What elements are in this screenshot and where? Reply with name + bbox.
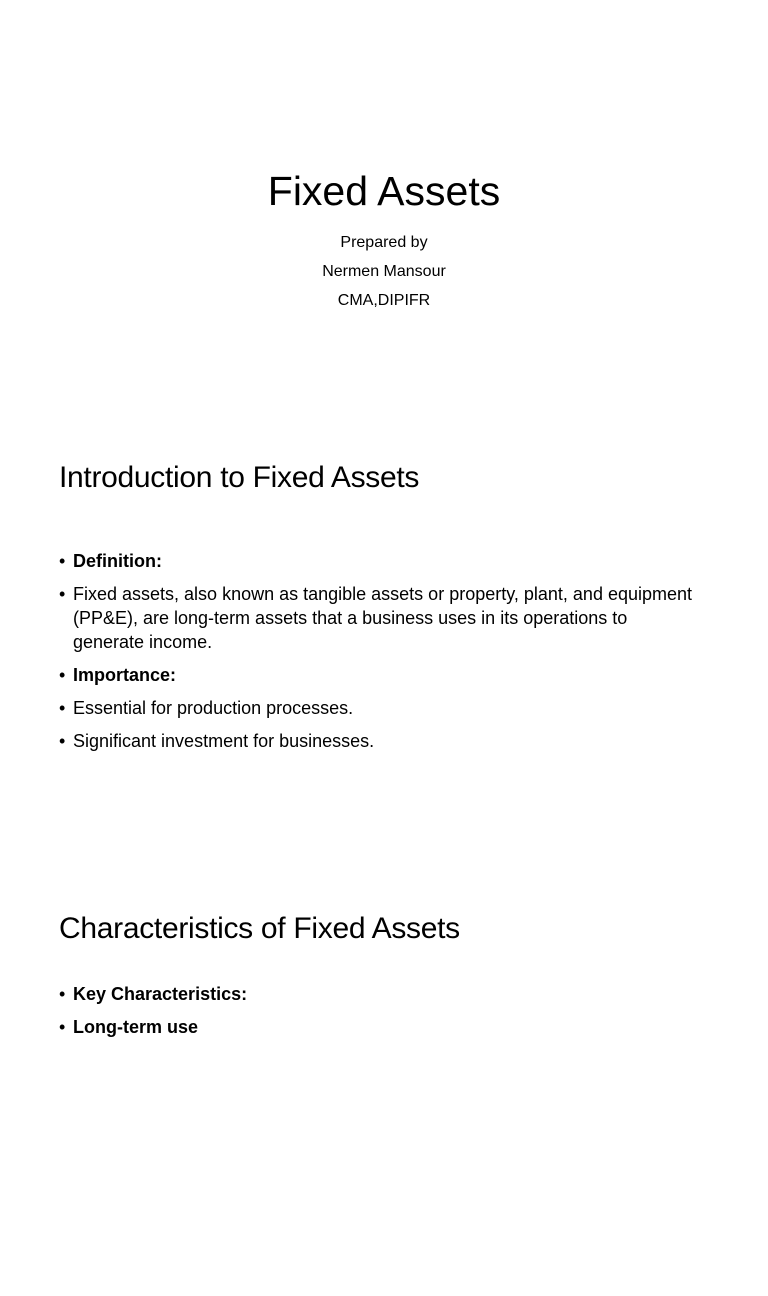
- bullet-icon: •: [59, 731, 66, 751]
- bullet-icon: •: [59, 551, 66, 571]
- subtitle-prepared-by: Prepared by: [340, 234, 428, 251]
- intro-heading: Introduction to Fixed Assets: [59, 461, 420, 494]
- subtitle-block: [0, 228, 768, 315]
- bullet-icon: •: [59, 984, 66, 1004]
- title-slide: [0, 0, 768, 432]
- bullet-definition-label: [59, 549, 699, 573]
- bullet-icon: •: [59, 584, 66, 604]
- bullet-text: Importance:: [73, 665, 177, 685]
- presentation-title: Fixed Assets: [267, 168, 501, 214]
- bullet-importance-label: [59, 663, 699, 687]
- intro-bullet-list: [59, 549, 699, 762]
- characteristics-slide: [0, 864, 768, 1296]
- bullet-key-characteristics: [59, 982, 699, 1006]
- bullet-long-term-use: [59, 1015, 699, 1039]
- intro-slide: [0, 432, 768, 864]
- bullet-icon: •: [59, 665, 66, 685]
- bullet-text: Long-term use: [73, 1017, 199, 1037]
- subtitle-credentials: CMA,DIPIFR: [337, 292, 431, 309]
- bullet-text: Definition:: [73, 551, 162, 571]
- characteristics-bullet-list: [59, 982, 699, 1048]
- bullet-text: Essential for production processes.: [73, 698, 354, 718]
- bullet-icon: •: [59, 698, 66, 718]
- bullet-text: Significant investment for businesses.: [73, 731, 375, 751]
- characteristics-heading: Characteristics of Fixed Assets: [59, 912, 460, 945]
- bullet-text: Key Characteristics:: [73, 984, 248, 1004]
- bullet-definition-text: [59, 582, 699, 654]
- bullet-importance-point-1: [59, 696, 699, 720]
- bullet-text: Fixed assets, also known as tangible assets or property, plant, and equipment (PP&E), are long-term assets that a business uses in its operations to generate income.: [73, 584, 693, 652]
- subtitle-author: Nermen Mansour: [322, 263, 446, 280]
- bullet-icon: •: [59, 1017, 66, 1037]
- bullet-importance-point-2: [59, 729, 699, 753]
